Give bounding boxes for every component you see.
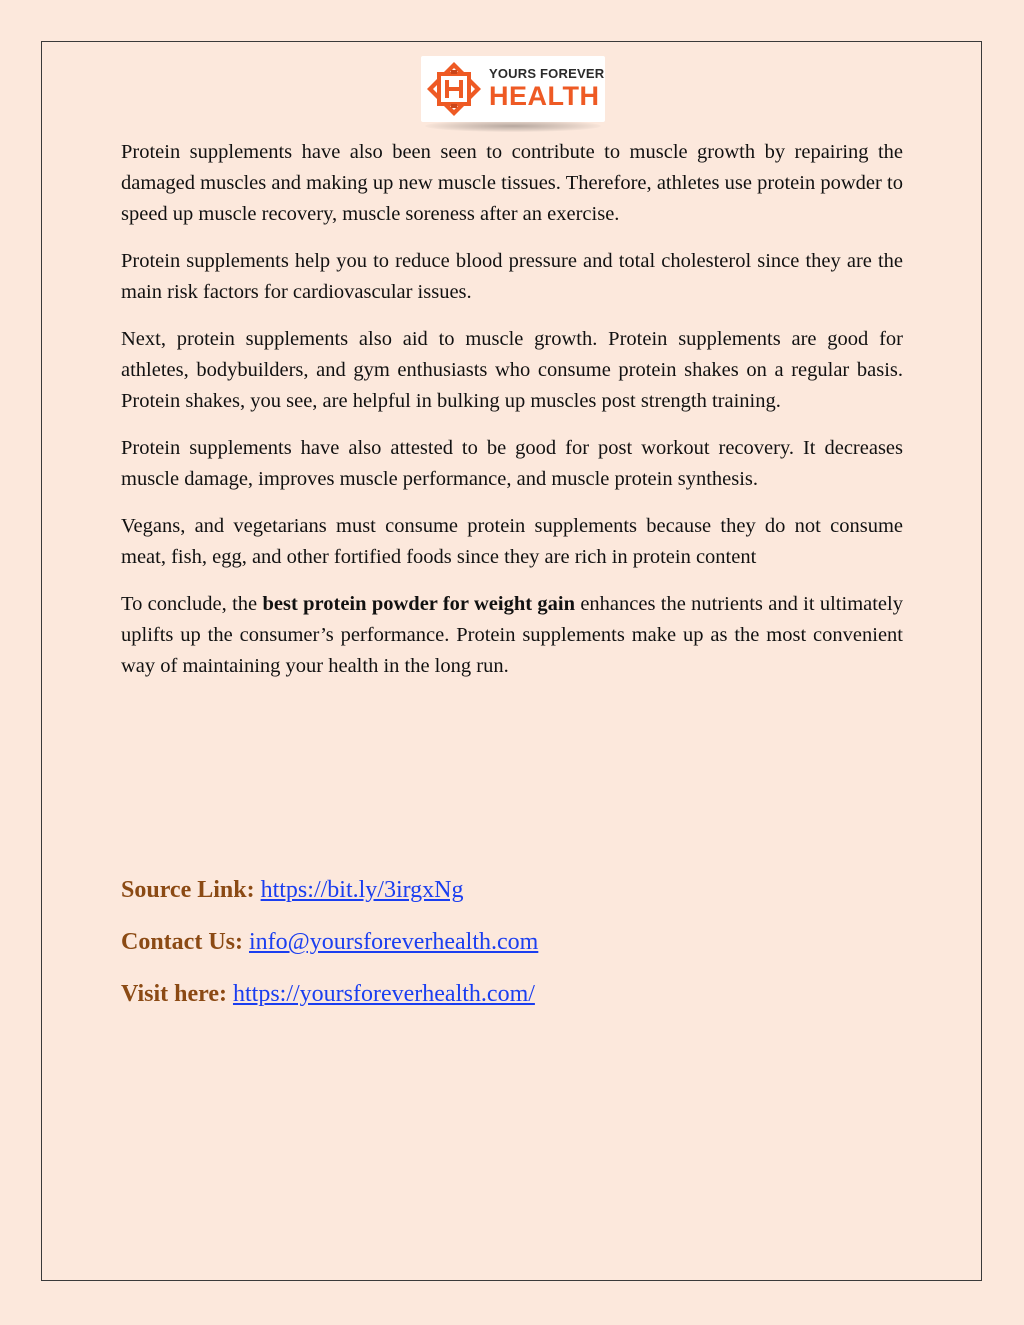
paragraph: Protein supplements have also attested to be good for post workout recovery. It decreases muscle damage, improves muscle performance, and muscle protein synthesis. — [121, 437, 903, 490]
visit-label: Visit here: — [121, 981, 233, 1007]
website-link[interactable]: https://yoursforeverhealth.com/ — [232, 981, 535, 1007]
source-link-label: Source Link: — [121, 877, 261, 903]
logo — [421, 56, 605, 134]
keyword-highlight: best protein powder for weight gain — [262, 593, 575, 615]
source-link[interactable]: https://bit.ly/3irgxNg — [260, 877, 464, 903]
contact-label: Contact Us: — [121, 929, 249, 955]
paragraph: Protein supplements help you to reduce blood pressure and total cholesterol since they are the main risk factors for cardiovascular issues. — [121, 250, 903, 303]
visit-row — [121, 976, 903, 1028]
link-section — [121, 872, 903, 1028]
source-link-row — [121, 872, 903, 924]
logo-line1: YOURS FOREVER — [489, 66, 605, 81]
yours-forever-health-logo-icon — [425, 60, 483, 118]
logo-text — [489, 66, 603, 111]
conclusion-paragraph — [121, 589, 903, 682]
logo-card — [421, 56, 605, 122]
contact-row — [121, 924, 903, 976]
logo-line2: HEALTH — [489, 81, 600, 111]
conclusion-text-before: To conclude, the — [121, 593, 263, 615]
paragraph: Protein supplements have also been seen to contribute to muscle growth by repairing the damaged muscles and making up new muscle tissues. Therefore, athletes use protein powder to speed up muscle recovery, muscle soreness after an exercise. — [121, 141, 903, 225]
paragraph: Next, protein supplements also aid to muscle growth. Protein supplements are good for athletes, bodybuilders, and gym enthusiasts who consume protein shakes on a regular basis. Protein shakes, you see, are helpful in bulking up muscles post strength training. — [121, 328, 903, 412]
conclusion-text-after: enhances the nutrients and it ultimately uplifts up the consumer’s performance. Protein supplements make up as the most convenient way of maintaining your health in the long run. — [121, 593, 903, 677]
article-body — [121, 137, 903, 698]
paragraph: Vegans, and vegetarians must consume protein supplements because they do not consume meat, fish, egg, and other fortified foods since they are rich in protein content — [121, 515, 903, 568]
contact-email-link[interactable]: info@yoursforeverhealth.com — [248, 929, 539, 955]
